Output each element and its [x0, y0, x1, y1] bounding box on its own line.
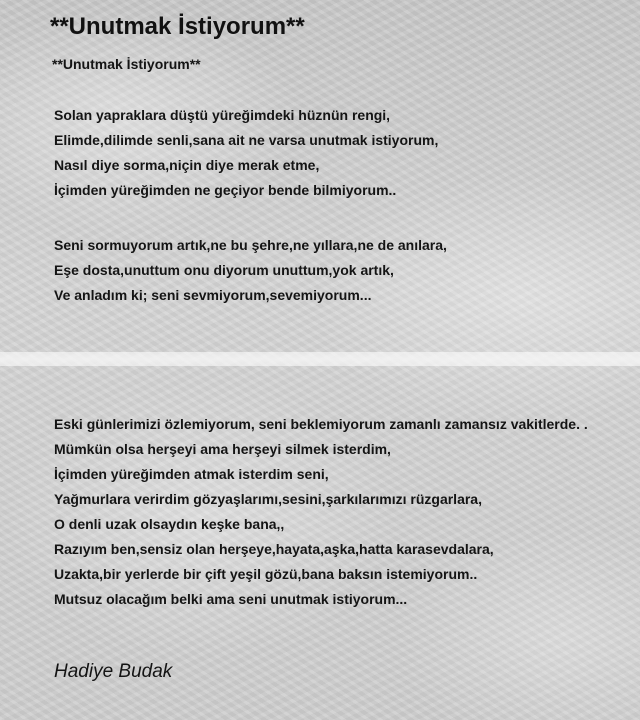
poem-line: Mutsuz olacağım belki ama seni unutmak istiyorum...: [54, 591, 408, 607]
poem-line: Ve anladım ki; seni sevmiyorum,sevemiyorum...: [54, 287, 372, 303]
stanza-2: [54, 233, 447, 308]
poem-line: Razıyım ben,sensiz olan herşeye,hayata,aşka,hatta karasevdalara,: [54, 541, 494, 557]
stanza-3: [54, 412, 594, 612]
poem-line: İçimden yüreğimden atmak isterdim seni,: [54, 466, 329, 482]
poem-line: İçimden yüreğimden ne geçiyor bende bilmiyorum..: [54, 182, 397, 198]
poem-line: Nasıl diye sorma,niçin diye merak etme,: [54, 157, 320, 173]
poem-line: Mümkün olsa herşeyi ama herşeyi silmek isterdim,: [54, 441, 391, 457]
poem-line: Seni sormuyorum artık,ne bu şehre,ne yıllara,ne de anılara,: [54, 237, 447, 253]
poem-subtitle: **Unutmak İstiyorum**: [52, 56, 201, 72]
author-name: Hadiye Budak: [54, 661, 173, 682]
poem-line: Uzakta,bir yerlerde bir çift yeşil gözü,bana baksın istemiyorum..: [54, 566, 478, 582]
poem-line: Eşe dosta,unuttum onu diyorum unuttum,yok artık,: [54, 262, 394, 278]
poem-line: Elimde,dilimde senli,sana ait ne varsa unutmak istiyorum,: [54, 132, 439, 148]
stanza-1: [54, 103, 438, 203]
poem-line: Eski günlerimizi özlemiyorum, seni beklemiyorum zamanlı zamansız vakitlerde. .: [54, 416, 588, 432]
poem-line: Solan yapraklara düştü yüreğimdeki hüznün rengi,: [54, 107, 391, 123]
poem-title: **Unutmak İstiyorum**: [50, 13, 305, 40]
poem-line: Yağmurlara verirdim gözyaşlarımı,sesini,şarkılarımızı rüzgarlara,: [54, 491, 482, 507]
poem-line: O denli uzak olsaydın keşke bana,,: [54, 516, 285, 532]
divider-band: [0, 352, 640, 366]
